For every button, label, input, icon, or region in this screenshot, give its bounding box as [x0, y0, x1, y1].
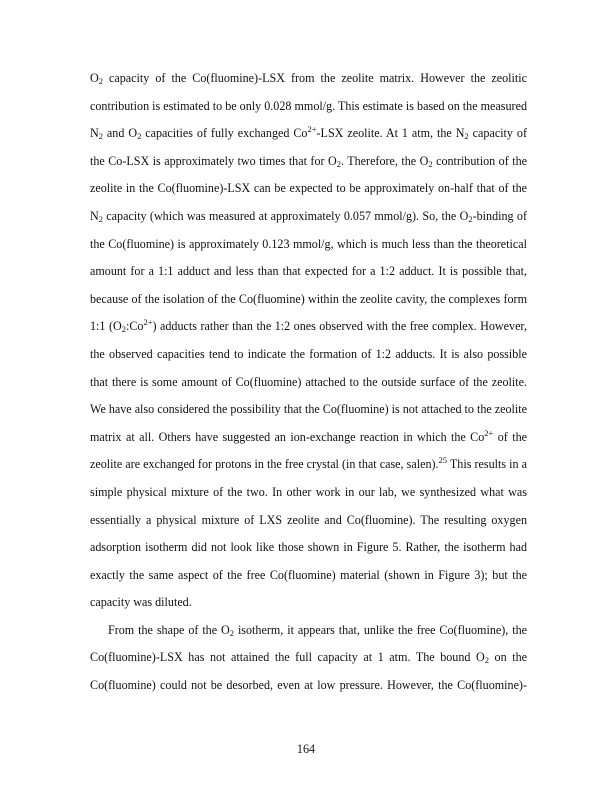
- text-run: -binding of: [472, 208, 527, 223]
- text-run: of the: [493, 429, 527, 444]
- text-run: matrix at all. Others have suggested an ion-exchange reaction in which the Co: [90, 429, 485, 444]
- text-run: capacity of: [468, 126, 527, 141]
- text-run: the Co-LSX is approximately two times that for O: [90, 153, 337, 168]
- text-run: . Therefore, the O: [340, 153, 429, 168]
- text-run: simple physical mixture of the two. In other work in our lab, we synthesized what was: [90, 484, 527, 499]
- subscript: 2: [98, 76, 103, 86]
- text-run: capacities of fully exchanged Co: [141, 126, 308, 141]
- text-line: [90, 593, 527, 621]
- text-line: [90, 455, 527, 483]
- text-run: the observed capacities tend to indicate the formation of 1:2 adducts. It is also possible: [90, 346, 527, 361]
- text-run: that there is some amount of Co(fluomine) attached to the outside surface of the zeolite.: [90, 374, 527, 389]
- subscript: 2: [464, 131, 469, 142]
- text-run: zeolite in the Co(fluomine)-LSX can be expected to be approximately on-half that of the: [90, 181, 527, 196]
- text-line: [90, 207, 527, 235]
- text-run: zeolite are exchanged for protons in the free crystal (in that case, salen).: [90, 457, 439, 472]
- text-run: the Co(fluomine) is approximately 0.123 mmol/g, which is much less than the theoretical: [90, 236, 527, 251]
- text-run: N: [90, 208, 99, 223]
- text-line: [90, 262, 527, 290]
- text-run: because of the isolation of the Co(fluomine) within the zeolite cavity, the complexes form: [90, 291, 527, 306]
- text-run: essentially a physical mixture of LXS zeolite and Co(fluomine). The resulting oxygen: [90, 512, 527, 527]
- body-text: [90, 69, 527, 704]
- text-run: contribution is estimated to be only 0.028 mmol/g. This estimate is based on the measured: [90, 98, 527, 113]
- text-line: [90, 317, 527, 345]
- text-line: [90, 676, 527, 704]
- text-line: [90, 511, 527, 539]
- text-run: ) adducts rather than the 1:2 ones observed with the free complex. However,: [152, 319, 527, 334]
- text-run: adsorption isotherm did not look like those shown in Figure 5. Rather, the isotherm had: [90, 540, 527, 555]
- text-run: :Co: [125, 319, 144, 334]
- text-run: exactly the same aspect of the free Co(fluomine) material (shown in Figure 3); but the: [90, 567, 527, 582]
- subscript: 2: [484, 655, 489, 666]
- subscript: 2: [98, 131, 103, 142]
- text-run: contribution of the: [432, 153, 527, 168]
- text-run: This results in a: [447, 457, 527, 472]
- text-line: [90, 538, 527, 566]
- text-run: on the: [488, 650, 527, 665]
- text-line: [90, 179, 527, 207]
- text-line: [90, 152, 527, 180]
- superscript: 2+: [484, 427, 494, 438]
- text-run: capacity (which was measured at approximately 0.057 mmol/g). So, the O: [102, 208, 469, 223]
- text-run: isotherm, it appears that, unlike the free Co(fluomine), the: [234, 622, 527, 637]
- text-line: [90, 428, 527, 456]
- text-line: [90, 373, 527, 401]
- text-line: [90, 235, 527, 263]
- text-run: capacity of the Co(fluomine)-LSX from the zeolite matrix. However the zeolitic: [102, 71, 527, 85]
- superscript: 25: [438, 455, 448, 466]
- text-run: amount for a 1:1 adduct and less than that expected for a 1:2 adduct. It is possible that,: [90, 264, 527, 279]
- text-line: [90, 97, 527, 125]
- text-line: [90, 483, 527, 511]
- text-line: [90, 400, 527, 428]
- text-line: [90, 290, 527, 318]
- subscript: 2: [121, 324, 126, 335]
- superscript: 2+: [143, 317, 153, 328]
- subscript: 2: [336, 158, 341, 169]
- text-run: From the shape of the O: [108, 622, 230, 637]
- text-line: [90, 69, 527, 97]
- text-run: 1:1 (O: [90, 319, 122, 334]
- text-line: [90, 124, 527, 152]
- text-line: [90, 566, 527, 594]
- text-run: We have also considered the possibility that the Co(fluomine) is not attached to the zeolite: [90, 402, 527, 417]
- text-line: [90, 621, 527, 649]
- text-line: [90, 345, 527, 373]
- subscript: 2: [468, 213, 473, 224]
- text-run: and O: [102, 126, 138, 141]
- subscript: 2: [428, 158, 433, 169]
- text-run: N: [90, 126, 99, 141]
- subscript: 2: [98, 213, 103, 224]
- subscript: 2: [137, 131, 142, 142]
- text-run: Co(fluomine) could not be desorbed, even at low pressure. However, the Co(fluomine)-: [90, 678, 527, 693]
- subscript: 2: [229, 627, 235, 638]
- text-run: O: [90, 71, 99, 85]
- text-line: [90, 648, 527, 676]
- text-run: Co(fluomine)-LSX has not attained the full capacity at 1 atm. The bound O: [90, 650, 485, 665]
- text-run: -LSX zeolite. At 1 atm, the N: [316, 126, 465, 141]
- superscript: 2+: [307, 124, 317, 135]
- text-run: capacity was diluted.: [90, 595, 192, 610]
- page-number: 164: [296, 742, 316, 756]
